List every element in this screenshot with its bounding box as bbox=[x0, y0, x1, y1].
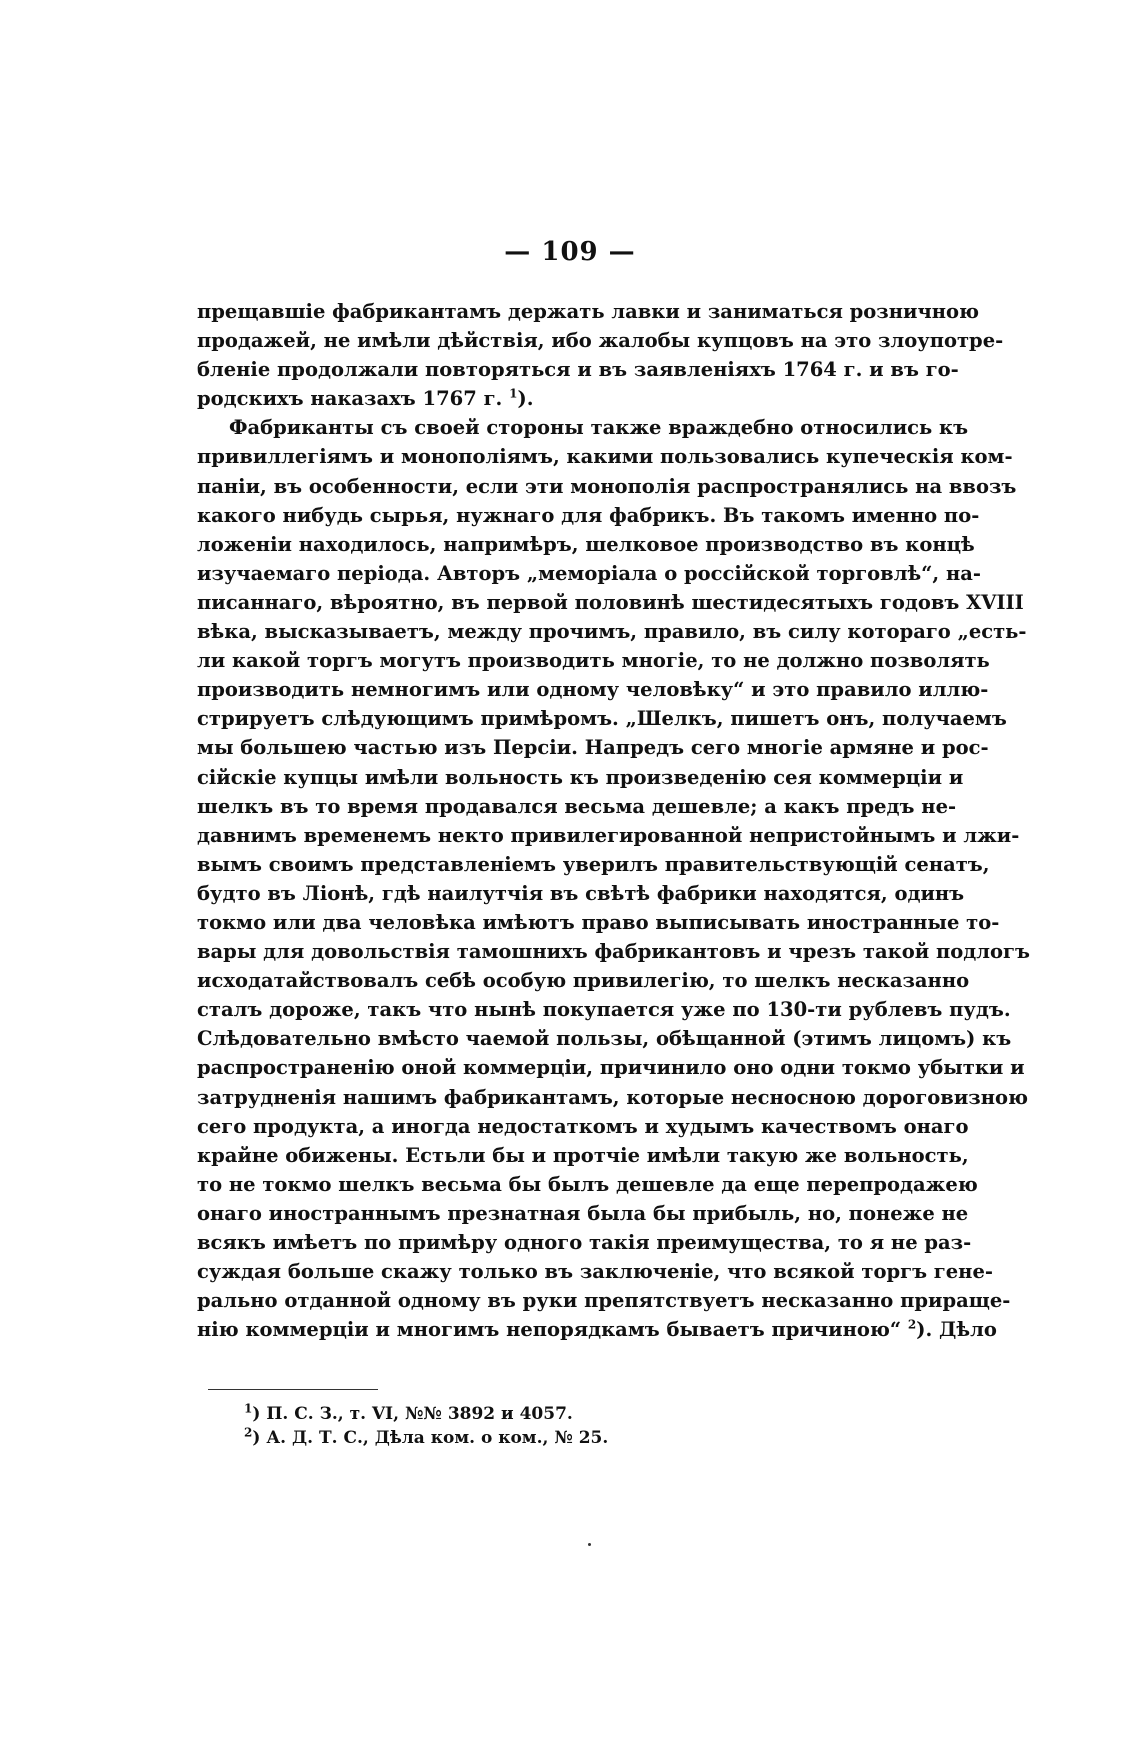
text-line: вары для довольствія тамошнихъ фабрикантовъ и чрезъ такой подлогъ bbox=[197, 940, 1030, 964]
footnote-ref: 1 bbox=[509, 386, 518, 401]
text-line: суждая больше скажу только въ заключеніе, что всякой торгъ гене- bbox=[197, 1260, 993, 1284]
text-line: Слѣдовательно вмѣсто чаемой пользы, обѣщанной (этимъ лицомъ) къ bbox=[197, 1027, 1012, 1051]
text-line: ложеніи находилось, напримѣръ, шелковое производство въ концѣ bbox=[197, 532, 975, 556]
line-tail: ). bbox=[517, 387, 534, 411]
text-line: изучаемаго періода. Авторъ „меморіала о россійской торговлѣ“, на- bbox=[197, 561, 981, 585]
line-text: родскихъ наказахъ 1767 г. bbox=[197, 387, 510, 411]
body-text bbox=[197, 297, 1030, 1344]
text-line: распространенію оной коммерціи, причинило оно одни токмо убытки и bbox=[197, 1056, 1025, 1080]
print-speck bbox=[588, 1543, 591, 1546]
text-line: прещавшіе фабрикантамъ держать лавки и заниматься розничною bbox=[197, 300, 980, 323]
text-line: сталъ дороже, такъ что нынѣ покупается уже по 130-ти рублевъ пудъ. bbox=[197, 998, 1011, 1022]
footnotes bbox=[244, 1402, 864, 1450]
text-line bbox=[197, 384, 941, 413]
text-line: Фабриканты съ своей стороны также враждебно относились къ bbox=[229, 416, 969, 440]
text-line: писаннаго, вѣроятно, въ первой половинѣ шестидесятыхъ годовъ XVIII bbox=[197, 590, 1024, 614]
footnote-text: ) А. Д. Т. С., Дѣла ком. о ком., № 25. bbox=[252, 1428, 609, 1448]
text-line: то не токмо шелкъ весьма бы былъ дешевле да еще перепродажею bbox=[197, 1172, 978, 1196]
text-line: сего продукта, а иногда недостаткомъ и худымъ качествомъ онаго bbox=[197, 1114, 969, 1138]
footnote-1 bbox=[244, 1402, 864, 1426]
footnote-2 bbox=[244, 1426, 864, 1450]
text-line: вымъ своимъ представленіемъ уверилъ правительствующій сенатъ, bbox=[197, 852, 990, 876]
page-number: — 109 — bbox=[504, 237, 636, 267]
text-line: затрудненія нашимъ фабрикантамъ, которые несносною дороговизною bbox=[197, 1085, 1029, 1109]
text-line: какого нибудь сырья, нужнаго для фабрикъ. Въ такомъ именно по- bbox=[197, 503, 980, 527]
text-line: сійскіе купцы имѣли вольность къ произведенію сея коммерціи и bbox=[197, 765, 964, 789]
text-line: продажей, не имѣли дѣйствія, ибо жалобы купцовъ на это злоупотре- bbox=[197, 329, 1004, 353]
text-line: крайне обижены. Естьли бы и протчіе имѣли такую же вольность, bbox=[197, 1143, 969, 1167]
footnote-text: ) П. С. З., т. VI, №№ 3892 и 4057. bbox=[252, 1404, 573, 1424]
footnote-ref: 2 bbox=[907, 1317, 917, 1332]
text-line: токмо или два человѣка имѣютъ право выписывать иностранные то- bbox=[197, 910, 1000, 934]
text-line: привиллегіямъ и монополіямъ, какими пользовались купеческія ком- bbox=[197, 445, 1013, 469]
line-text: нію коммерціи и многимъ непорядкамъ бываетъ причиною“ bbox=[197, 1318, 908, 1342]
text-line: всякъ имѣетъ по примѣру одного такія преимущества, то я не раз- bbox=[197, 1231, 972, 1254]
text-line bbox=[197, 1315, 997, 1344]
text-line: бленіе продолжали повторяться и въ заявленіяхъ 1764 г. и въ го- bbox=[197, 358, 959, 382]
footnote-divider bbox=[208, 1389, 378, 1390]
text-line: рально отданной одному въ руки препятствуетъ несказанно прираще- bbox=[197, 1289, 1011, 1313]
text-line: стрируетъ слѣдующимъ примѣромъ. „Шелкъ, пишетъ онъ, получаемъ bbox=[197, 707, 1007, 731]
footnote-mark: 2 bbox=[244, 1425, 253, 1440]
text-line: шелкъ въ то время продавался весьма дешевле; а какъ предъ не- bbox=[197, 794, 957, 818]
text-line: производить немногимъ или одному человѣку“ и это правило иллю- bbox=[197, 678, 989, 702]
text-line: будто въ Ліонѣ, гдѣ наилутчія въ свѣтѣ фабрики находятся, одинъ bbox=[197, 881, 965, 905]
footnote-mark: 1 bbox=[244, 1401, 253, 1416]
text-line: мы большею частью изъ Персіи. Напредъ сего многіе армяне и рос- bbox=[197, 736, 989, 760]
text-line: исходатайствовалъ себѣ особую привилегію, то шелкъ несказанно bbox=[197, 969, 970, 993]
text-line: давнимъ временемъ некто привилегированной непристойнымъ и лжи- bbox=[197, 823, 1020, 847]
text-line: паніи, въ особенности, если эти монополія распространялись на ввозъ bbox=[197, 474, 1017, 498]
text-line: ли какой торгъ могутъ производить многіе, то не должно позволять bbox=[197, 649, 990, 673]
text-line: вѣка, высказываетъ, между прочимъ, правило, въ силу котораго „есть- bbox=[197, 620, 1027, 644]
line-tail: ). Дѣло bbox=[916, 1318, 997, 1342]
text-line: онаго иностраннымъ презнатная была бы прибыль, но, понеже не bbox=[197, 1201, 969, 1225]
